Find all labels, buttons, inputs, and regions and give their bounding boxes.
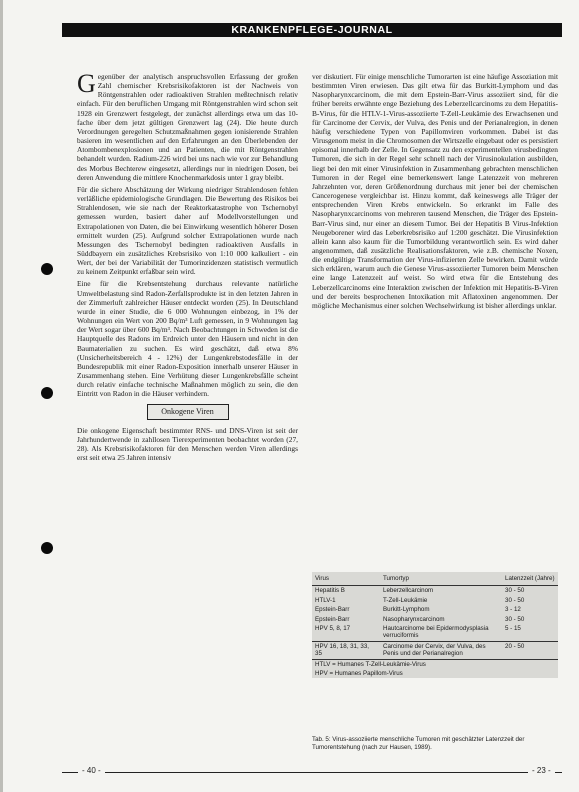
cell-tumor: Carcinome der Cervix, der Vulva, des Penis und der Perianalregion xyxy=(380,641,502,659)
footnote-hpv: HPV = Humanes Papillom-Virus xyxy=(315,670,403,678)
cell-virus: HPV 5, 8, 17 xyxy=(315,625,351,633)
virus-table xyxy=(312,572,558,678)
column-header: Tumortyp xyxy=(380,572,502,586)
paragraph: ver diskutiert. Für einige menschliche Tumorarten ist eine häufige Assoziation mit bestimmten Viren erwiesen. Das gilt etwa für das Burkitt-Lymphom und das Nasopharynxcarcinom, die mit dem Epstein-Barr-Virus assoziiert sind, für die früher bereits erwähnte enge Beziehung des Leberzellcarcinoms zu dem Hepatitis-B-Virus, für die HTLV-1-Virus-assoziierte T-Zell-Leukämie des Erwachsenen und für Carcinome der Cervix, der Vulva, des Penis und der Perianalregion, in denen häufig verschiedene Typen von Papillomviren vorkommen. Dabei ist das Virusgenom meist in die Chromosomen der Wirtszelle eingebaut oder es persistiert episomal innerhalb der Zelle. In Gegensatz zu den experimentellen virusbedingten Tumoren, die sich in der Regel sehr schnell nach der Virusinokulation ausbilden, liegt bei den mit einer Virusinfektion in Zusammenhang gebrachten menschlichen Tumoren in der Regel eine bemerkenswert lange Latenzzeit von mehreren Jahrzehnten vor, deren Größenordnung durchaus mit jener bei der chemischen Cancerogenese vergleichbar ist. Hinzu kommt, daß keineswegs alle Träger der entsprechenden Viren Krebs entwickeln. So erkrankt im Falle des Nasopharynxcarcinoms von mehreren tausend Menschen, die Träger des Epstein-Barr-Virus sind, nur einer an diesem Tumor. Bei der Hepatitis B Virus-Infektion Neugeborener wird das Leberkrebsrisiko auf 1:200 geschätzt. Die Virusinfektion allein kann also kaum für die Tumorbildung verantwortlich sein. Es wird daher angenommen, daß zusätzliche Realisationsfaktoren, wie z.B. chemische Noxen, die endgültige Transformation der Virus-infizierten Zelle bewirken. Damit würde sich erklären, warum auch die Genese Virus-assoziierter Tumoren beim Menschen eine lange Latenzzeit auf weist. So wird etwa für die Entstehung des Leberzellcarcinoms eine Interaktion zwischen der Infektion mit Hepatitis-B-Viren und der bereits besprochenen Intoxikation mit Aflatoxinen angenommen. Der mögliche Mechanismus einer solchen Wechselwirkung ist bisher allerdings unklar. xyxy=(312,72,558,310)
page-number-left: - 40 - xyxy=(78,766,105,775)
section-heading: Onkogene Viren xyxy=(147,404,229,419)
paragraph: Die onkogene Eigenschaft bestimmter RNS- und DNS-Viren ist seit der Jahrhundertwende in zahllosen Tierexperimenten beobachtet worden (27, 28). Als Krebsrisikofaktoren für den Menschen werden Viren allerdings erst seit etwa 25 Jahren intensiv xyxy=(77,425,298,463)
table-row xyxy=(312,624,558,641)
cell-latency: 3 - 12 xyxy=(505,606,521,614)
table-footnote-row xyxy=(312,659,558,669)
footnote-htlv: HTLV = Humanes T-Zell-Leukämie-Virus xyxy=(312,659,558,669)
table-row xyxy=(312,596,558,605)
right-column xyxy=(312,72,558,313)
table-row xyxy=(312,586,558,596)
cell-virus: Hepatitis B xyxy=(315,587,345,595)
punch-hole-icon xyxy=(41,263,53,275)
cell-virus: Epstein-Barr xyxy=(315,615,350,623)
cell-tumor: T-Zell-Leukämie xyxy=(383,596,428,604)
table-footnote-row xyxy=(312,669,558,678)
table-row xyxy=(312,605,558,614)
page-number-right: - 23 - xyxy=(528,766,555,775)
cell-tumor: Leberzellcarcinom xyxy=(383,587,434,595)
paragraph: Eine für die Krebsentstehung durchaus relevante natürliche Umweltbelastung sind Radon-Zerfallsprodukte ist in den letzten Jahren in der Zimmerluft zahlreicher Häuser entdeckt worden (25). In Deutschland wurde in einer Studie, die 6 000 Wohnungen einbezog, in 1% der Wohnungen ein Wert von 200 Bq/m³ Luft gemessen, in 9 Wohnungen lag der Wert sogar über 600 Bq/m³. Nach Beobachtungen in Schweden ist die Hauptquelle des Radons im Erdreich unter den Häusern und nicht in den Baumaterialien zu suchen. Es wird geschätzt, daß etwa 8% (Unsicherheitsbereich 4 - 12%) der Lungenkrebstodesfälle in der Bundesrepublik mit einer Radon-Exposition innerhalb unserer Häuser in Zusammenhang stehen. Eine Verhütung dieser Lungenkrebsfälle scheint durch relativ einfache technische Maßnahmen möglich zu sein, die den Eintritt von Radon in die Häuser verhindern. xyxy=(77,279,298,399)
paragraph-text: egenüber der analytisch anspruchsvollen Erfassung der großen Zahl chemischer Krebsrisikofaktoren ist der Nachweis von Röntgenstrahlen oder radioaktiven Strahlen meßtechnisch relativ einfach. Für den beruflichen Umgang mit Röntgenstrahlen wird schon seit 1928 ein Grenzwert festgelegt, der zunächst allerdings etwa um das 10-fache über dem jetzt gültigen Grenzwert lag (24). Die heute durch Verordnungen geregelten Schutzmaßnahmen gegen ionisierende Strahlen basieren im wesentlichen auf den Erfahrungen an den Überlebenden der Atombombenexplosionen und an Patienten, die mit Röntgenstrahlen behandelt wurden. Radium-226 wird bei uns nach wie vor zur Behandlung des Morbus Bechterew eingesetzt, allerdings nur in niedrigen Dosen, bei deren Anwendung die mittlere Knochenmarkdosis unter 1 gray bleibt. xyxy=(77,72,298,182)
cell-latency: 30 - 50 xyxy=(505,596,525,604)
journal-header: KRANKENPFLEGE-JOURNAL xyxy=(62,23,562,37)
cell-latency: 30 - 50 xyxy=(505,587,525,595)
cell-tumor: Nasopharynxcarcinom xyxy=(383,615,445,623)
cell-latency: 30 - 50 xyxy=(505,615,525,623)
page-edge-shadow xyxy=(0,0,3,792)
table-row xyxy=(312,615,558,624)
cell-virus: HTLV-1 xyxy=(315,596,336,604)
paragraph: Für die sichere Abschätzung der Wirkung niedriger Strahlendosen fehlen verläßliche epidemiologische Grundlagen. Die Bewertung des Risikos bei Strahlendosen, wie sie nach der Reaktorkatastrophe von Tschernobyl gemessen wurden, basiert daher auf Modellvorstellungen und Extrapolationen von Daten, die bei Einwirkung wesentlich höherer Dosen ermittelt wurden (25). Aufgrund solcher Extrapolationen wurde nach Messungen des Tschernobyl bedingten radioaktiven Ausfalls in Süddbayern ein zusätzliches Krebsrisiko von 1:10 000 kalkuliert - ein Wert, der bei der Variabilität der Tumorinzidenzen statistisch vermutlich zu keinem Zeitpunkt erfaßbar sein wird. xyxy=(77,184,298,277)
left-column xyxy=(77,69,298,752)
punch-hole-icon xyxy=(41,387,53,399)
cell-tumor: Hautcarcinome bei Epidermodysplasia verruciformis xyxy=(383,625,489,640)
punch-hole-icon xyxy=(41,542,53,554)
table-caption: Tab. 5: Virus-assoziierte menschliche Tumoren mit geschätzter Latenzzeit der Tumorentstehung (nach zur Hausen, 1989). xyxy=(312,736,525,751)
cell-virus: HPV 16, 18, 31, 33, 35 xyxy=(312,641,380,659)
table-row xyxy=(312,641,558,659)
footer-rule xyxy=(62,772,562,773)
column-header: Latenzzeit (Jahre) xyxy=(502,572,558,586)
cell-virus: Epstein-Barr xyxy=(315,606,350,614)
cell-tumor: Burkitt-Lymphom xyxy=(383,606,430,614)
cell-latency: 20 - 50 xyxy=(502,641,558,659)
drop-cap: G xyxy=(77,69,96,98)
cell-latency: 5 - 15 xyxy=(505,625,521,633)
paragraph xyxy=(77,69,298,182)
column-header: Virus xyxy=(312,572,380,586)
table-header-row xyxy=(312,572,558,586)
